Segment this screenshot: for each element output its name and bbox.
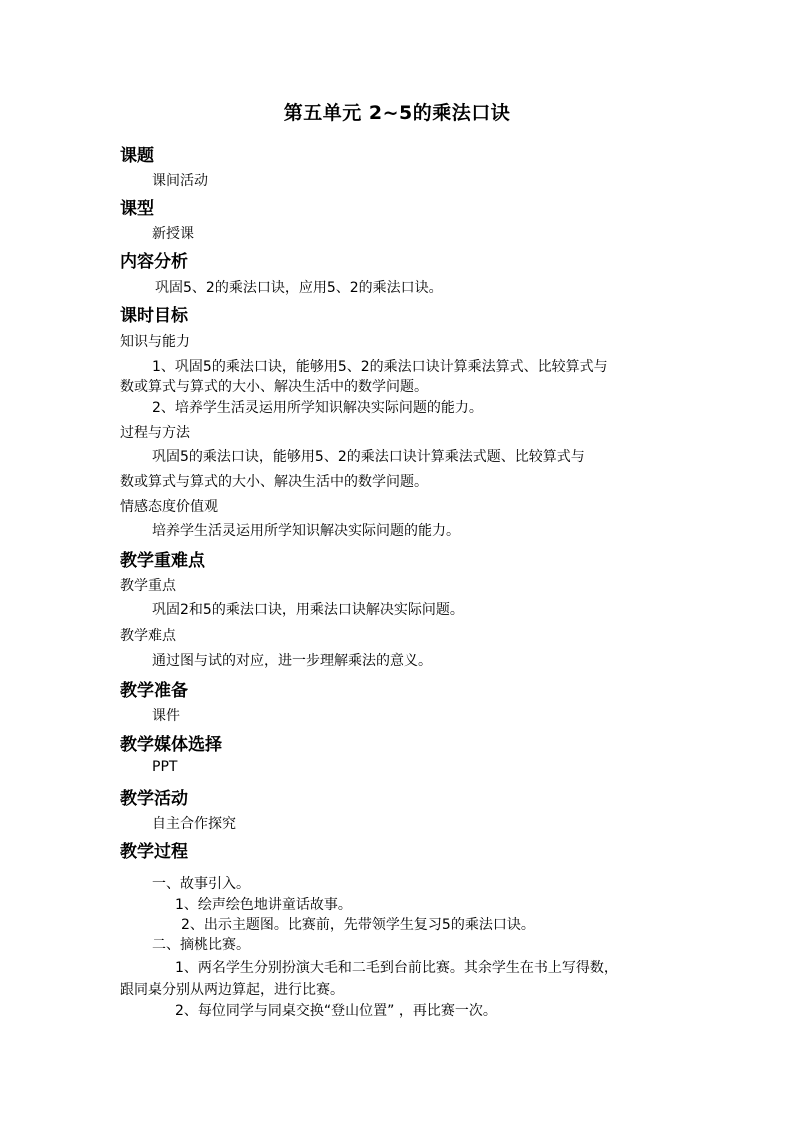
document-title: 第五单元 2~5的乘法口诀 [283, 102, 511, 124]
heading-activity: 教学活动 [120, 789, 188, 809]
heading-objectives: 课时目标 [120, 306, 188, 326]
topic-text: 课间活动 [152, 173, 208, 189]
process-step: 1、两名学生分别扮演大毛和二毛到台前比赛。其余学生在书上写得数， [175, 960, 618, 976]
activity-text: 自主合作探究 [152, 816, 236, 832]
heading-process: 教学过程 [120, 842, 188, 862]
knowledge-line: 1、巩固5的乘法口诀，能够用5、2的乘法口诀计算乘法算式、比较算式与 [152, 359, 608, 375]
heading-media: 教学媒体选择 [120, 735, 222, 755]
process-line: 巩固5的乘法口诀，能够用5、2的乘法口诀计算乘法式题、比较算式与 [152, 449, 585, 465]
heading-topic: 课题 [120, 146, 154, 166]
subheading-process: 过程与方法 [120, 425, 190, 441]
difficulty-text: 通过图与试的对应，进一步理解乘法的意义。 [152, 653, 432, 669]
process-step: 一、故事引入。 [152, 876, 250, 892]
knowledge-line: 数或算式与算式的大小、解决生活中的数学问题。 [120, 379, 428, 395]
heading-key-points: 教学重难点 [120, 551, 205, 571]
subheading-knowledge: 知识与能力 [120, 334, 190, 350]
heading-analysis: 内容分析 [120, 252, 188, 272]
emotion-text: 培养学生活灵运用所学知识解决实际问题的能力。 [152, 523, 460, 539]
process-step: 2、每位同学与同桌交换“登山位置” ，再比赛一次。 [175, 1003, 497, 1019]
analysis-text: 巩固5、2的乘法口诀，应用5、2的乘法口诀。 [155, 280, 443, 296]
media-text: PPT [152, 759, 178, 775]
process-step: 2、出示主题图。比赛前，先带领学生复习5的乘法口诀。 [181, 917, 535, 933]
process-step: 二、摘桃比赛。 [152, 937, 250, 953]
process-step: 跟同桌分别从两边算起，进行比赛。 [120, 982, 344, 998]
subheading-emotion: 情感态度价值观 [120, 499, 218, 515]
subheading-difficulty: 教学难点 [120, 628, 176, 644]
subheading-focus: 教学重点 [120, 578, 176, 594]
heading-type: 课型 [120, 199, 154, 219]
preparation-text: 课件 [152, 708, 180, 724]
type-text: 新授课 [152, 226, 194, 242]
process-line: 数或算式与算式的大小、解决生活中的数学问题。 [120, 474, 428, 490]
heading-preparation: 教学准备 [120, 681, 188, 701]
process-step: 1、绘声绘色地讲童话故事。 [175, 897, 352, 913]
knowledge-line: 2、培养学生活灵运用所学知识解决实际问题的能力。 [152, 400, 483, 416]
focus-text: 巩固2和5的乘法口诀，用乘法口诀解决实际问题。 [152, 602, 464, 618]
